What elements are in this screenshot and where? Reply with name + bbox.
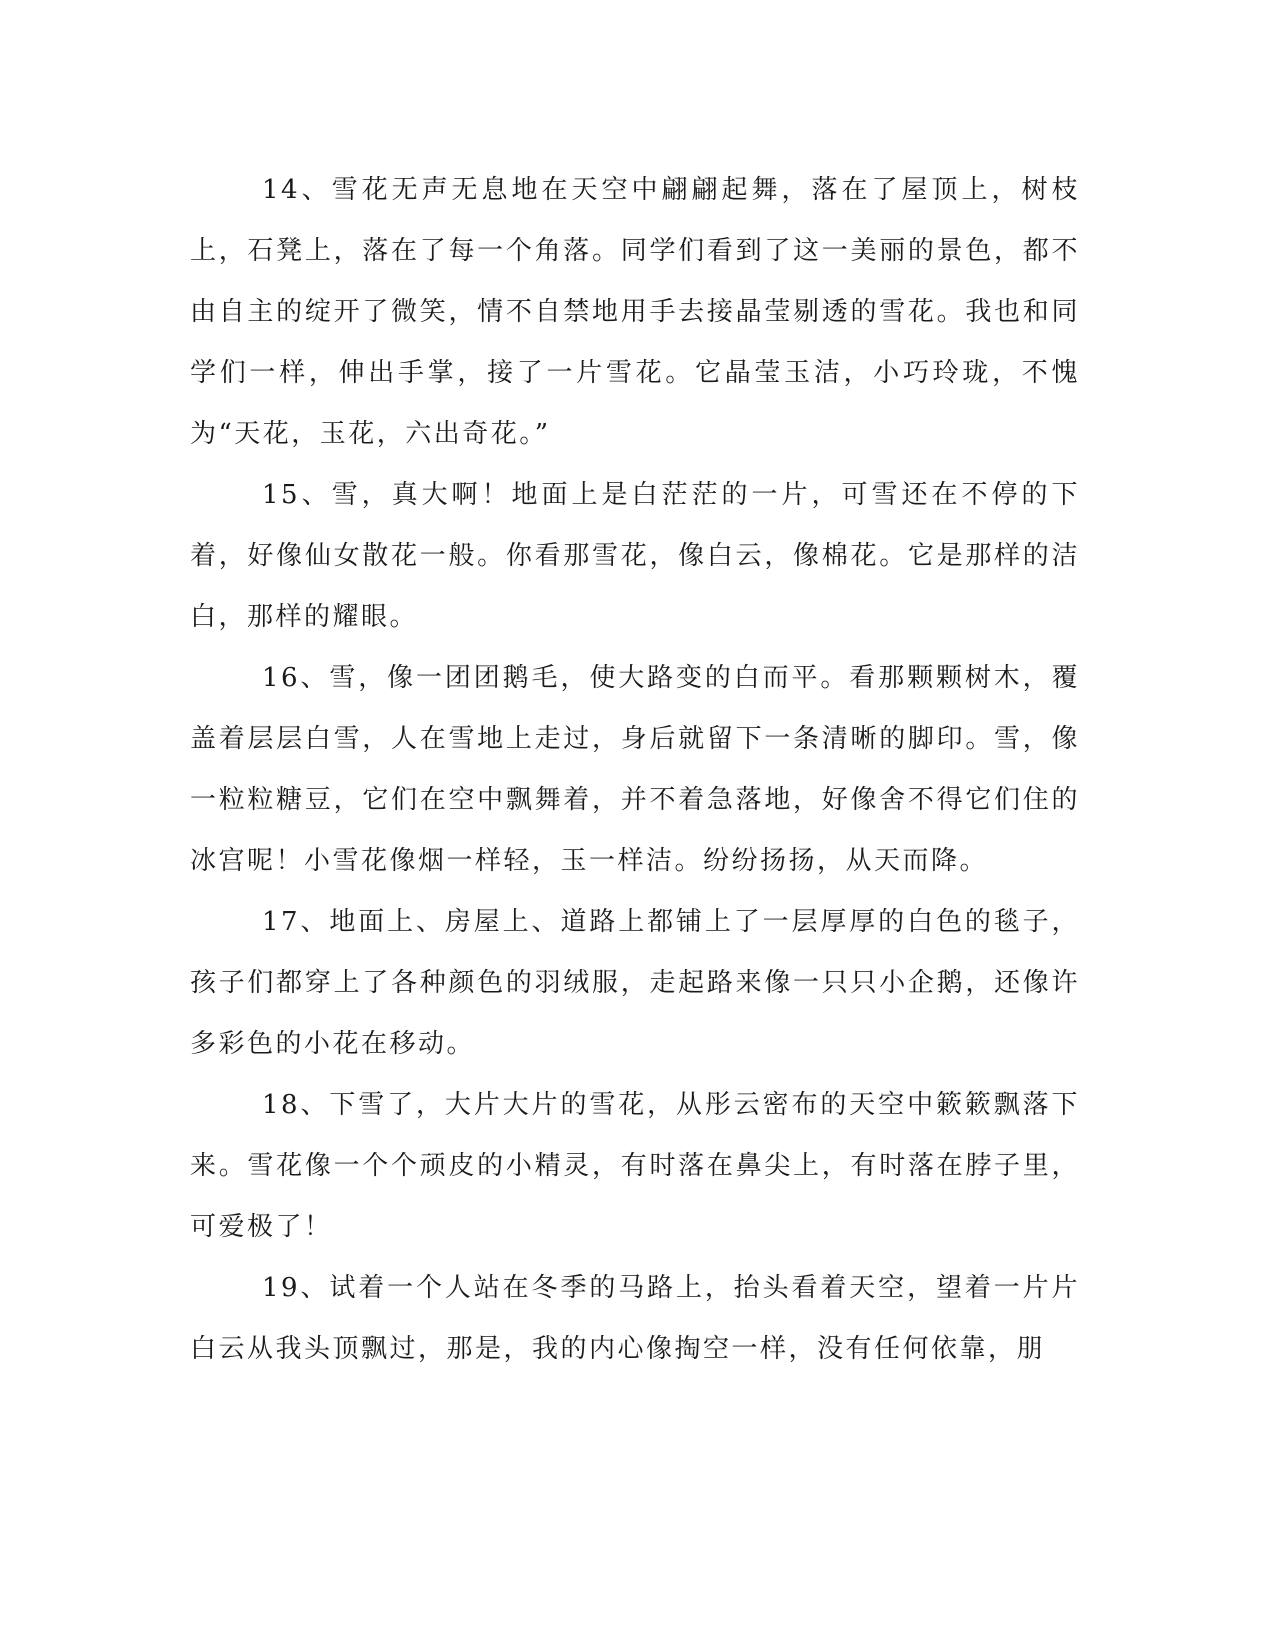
paragraph-15: 15、雪，真大啊！地面上是白茫茫的一片，可雪还在不停的下着，好像仙女散花一般。你看那雪花，像白云，像棉花。它是那样的洁白，那样的耀眼。 (190, 480, 1080, 632)
paragraph-18: 18、下雪了，大片大片的雪花，从彤云密布的天空中簌簌飘落下来。雪花像一个个顽皮的小精灵，有时落在鼻尖上，有时落在脖子里，可爱极了！ (190, 1090, 1080, 1242)
paragraph-16: 16、雪，像一团团鹅毛，使大路变的白而平。看那颗颗树木，覆盖着层层白雪，人在雪地上走过，身后就留下一条清晰的脚印。雪，像一粒粒糖豆，它们在空中飘舞着，并不着急落地，好像舍不得它们住的冰宫呢！小雪花像烟一样轻，玉一样洁。纷纷扬扬，从天而降。 (190, 663, 1080, 876)
paragraph-14: 14、雪花无声无息地在天空中翩翩起舞，落在了屋顶上，树枝上，石凳上，落在了每一个角落。同学们看到了这一美丽的景色，都不由自主的绽开了微笑，情不自禁地用手去接晶莹剔透的雪花。我也和同学们一样，伸出手掌，接了一片雪花。它晶莹玉洁，小巧玲珑，不愧为“天花，玉花，六出奇花。” (190, 175, 1080, 449)
paragraph-19: 19、试着一个人站在冬季的马路上，抬头看着天空，望着一片片白云从我头顶飘过，那是，我的内心像掏空一样，没有任何依靠，朋 (190, 1273, 1080, 1364)
paragraph-17: 17、地面上、房屋上、道路上都铺上了一层厚厚的白色的毯子，孩子们都穿上了各种颜色的羽绒服，走起路来像一只只小企鹅，还像许多彩色的小花在移动。 (190, 907, 1080, 1059)
document-body (190, 160, 1080, 1380)
